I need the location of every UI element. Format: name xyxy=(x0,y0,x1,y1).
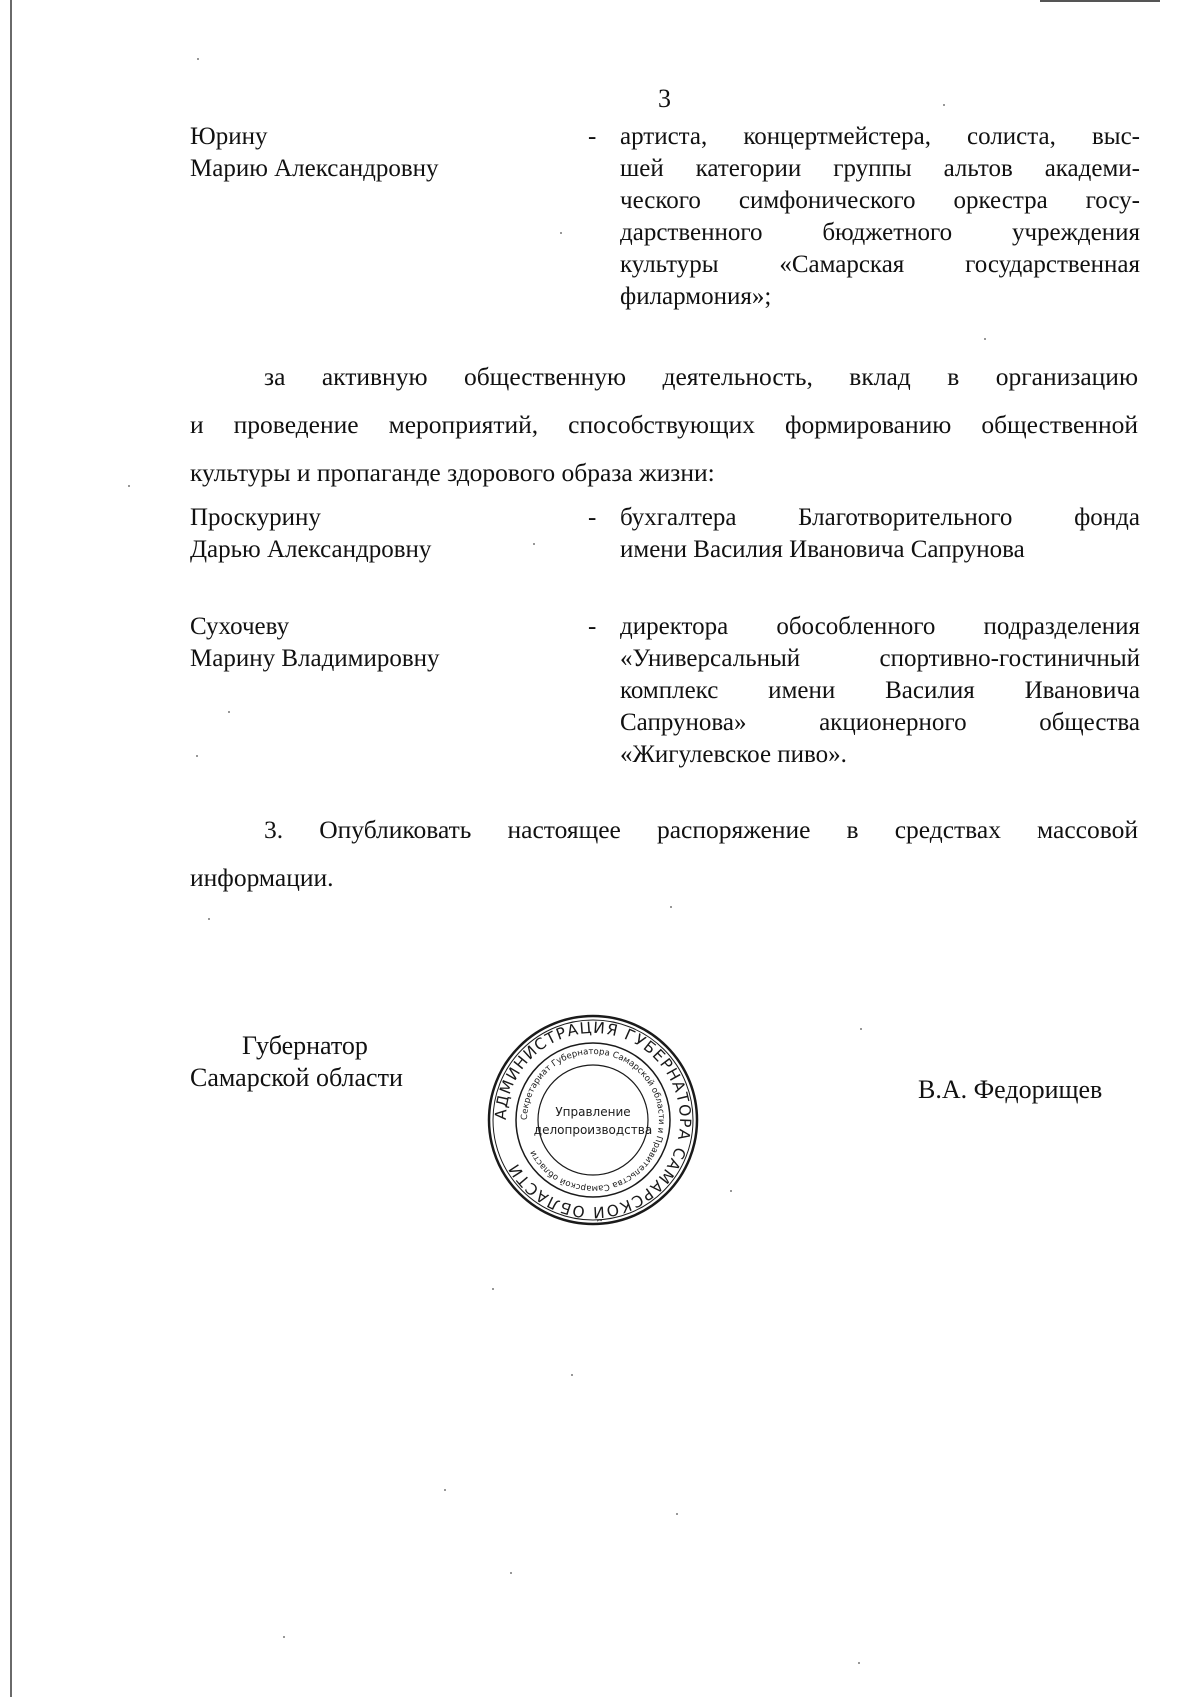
entry-description xyxy=(620,121,1140,313)
award-entry-sukhocheva xyxy=(190,611,1140,781)
description-line: директора обособленного подразделения xyxy=(620,613,1140,640)
scan-speck xyxy=(858,1662,860,1664)
description-line: комплекс имени Василия Ивановича xyxy=(620,677,1140,704)
description-line: ческого симфонического оркестра госу- xyxy=(620,187,1140,214)
award-entry-proskurina xyxy=(190,502,1140,572)
entry-name xyxy=(190,502,570,566)
entry-dash: - xyxy=(588,613,597,640)
award-entry-yurina xyxy=(190,121,1140,321)
description-line: филармония»; xyxy=(620,283,772,310)
scan-speck xyxy=(730,1190,732,1192)
given-names: Марину Владимировну xyxy=(190,645,440,672)
paragraph-line: информации. xyxy=(190,863,334,892)
scan-speck xyxy=(492,1288,494,1290)
svg-text:Секретариат Губернатора Самарс xyxy=(520,1047,666,1193)
description-line: дарственного бюджетного учреждения xyxy=(620,219,1140,246)
entry-description xyxy=(620,611,1140,771)
description-line: культуры «Самарская государственная xyxy=(620,251,1140,278)
scan-speck xyxy=(984,338,986,340)
seal-inner-text: Секретариат Губернатора Самарской области и Правительства Самарской области xyxy=(519,1046,667,1194)
signatory-title-line: Самарской области xyxy=(190,1063,403,1092)
scan-speck xyxy=(208,918,210,920)
description-line: бухгалтера Благотворительного фонда xyxy=(620,504,1140,531)
paragraph-line: культуры и пропаганде здорового образа жизни: xyxy=(190,458,715,487)
description-line: артиста, концертмейстера, солиста, выс- xyxy=(620,123,1140,150)
entry-dash: - xyxy=(588,123,597,150)
entry-description xyxy=(620,502,1140,566)
scan-speck xyxy=(283,1636,285,1638)
seal-outer-text: АДМИНИСТРАЦИЯ ГУБЕРНАТОРА САМАРСКОЙ ОБЛАСТИ xyxy=(491,1018,695,1222)
surname: Проскурину xyxy=(190,504,321,531)
scan-speck xyxy=(197,58,199,60)
description-line: Сапрунова» акционерного общества xyxy=(620,709,1140,736)
given-names: Дарью Александровну xyxy=(190,536,432,563)
seal-center-line: делопроизводства xyxy=(533,1123,653,1137)
paragraph-line: 3. Опубликовать настоящее распоряжение в средствах массовой xyxy=(264,815,1138,844)
description-line: «Универсальный спортивно-гостиничный xyxy=(620,645,1140,672)
description-line: шей категории группы альтов академи- xyxy=(620,155,1140,182)
scan-speck xyxy=(670,906,672,908)
scan-edge-line xyxy=(10,0,12,1697)
scan-top-line xyxy=(1040,0,1160,2)
activity-paragraph xyxy=(190,353,1138,497)
scan-speck xyxy=(128,485,130,487)
seal-center-line: Управление xyxy=(555,1105,631,1119)
scan-speck xyxy=(228,711,230,713)
signatory-title xyxy=(190,1030,403,1094)
scan-speck xyxy=(571,1374,573,1376)
surname: Юрину xyxy=(190,123,268,150)
official-seal xyxy=(485,1012,701,1228)
signatory-title-line: Губернатор xyxy=(242,1031,368,1060)
paragraph-line: за активную общественную деятельность, вклад в организацию xyxy=(264,362,1138,391)
surname: Сухочеву xyxy=(190,613,290,640)
scan-speck xyxy=(560,232,562,234)
scan-speck xyxy=(196,755,198,757)
scan-speck xyxy=(860,1028,862,1030)
given-names: Марию Александровну xyxy=(190,155,439,182)
scan-speck xyxy=(510,1572,512,1574)
description-line: «Жигулевское пиво». xyxy=(620,741,847,768)
scan-speck xyxy=(533,543,535,545)
scan-speck xyxy=(943,104,945,106)
entry-dash: - xyxy=(588,504,597,531)
entry-name xyxy=(190,121,570,185)
scan-speck xyxy=(676,1513,678,1515)
description-line: имени Василия Ивановича Сапрунова xyxy=(620,536,1025,563)
page-number: 3 xyxy=(658,84,671,113)
scan-speck xyxy=(444,1489,446,1491)
signatory-name: В.А. Федорищев xyxy=(918,1075,1103,1104)
entry-name xyxy=(190,611,570,675)
paragraph-line: и проведение мероприятий, способствующих формированию общественной xyxy=(190,410,1138,439)
publish-paragraph xyxy=(190,806,1138,902)
